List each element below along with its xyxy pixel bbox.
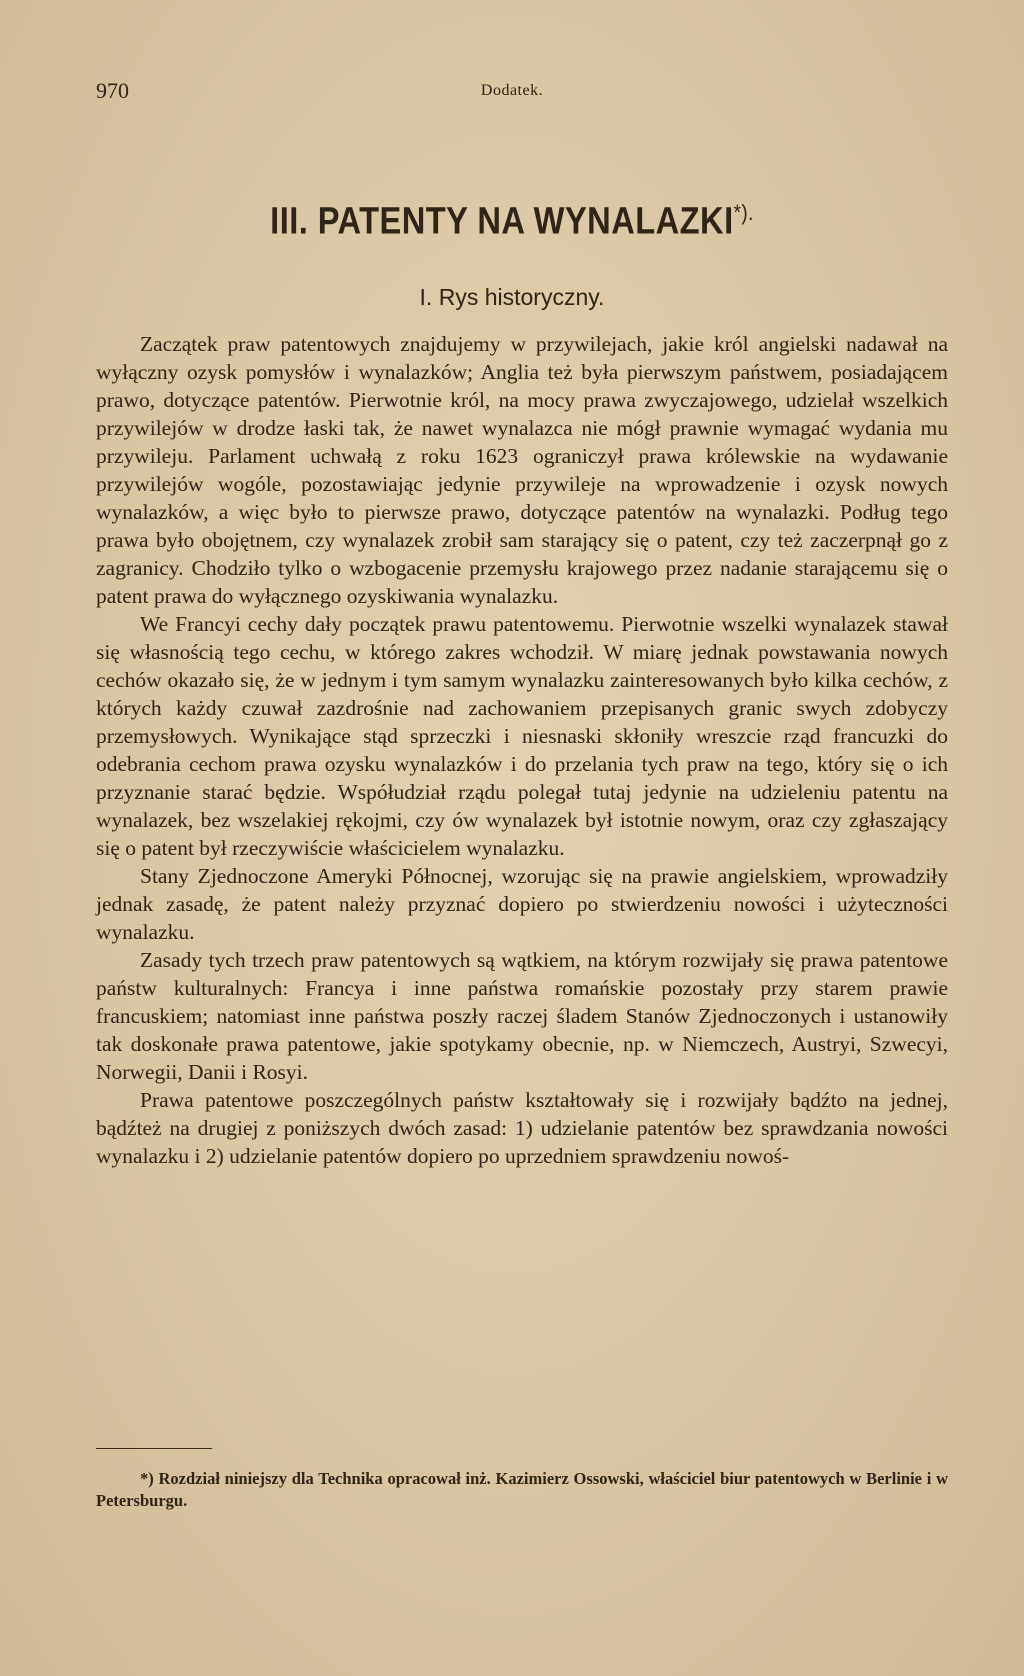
paragraph: Zaczątek praw patentowych znajdujemy w przywilejach, jakie król angielski nadawał na wyłączny ozysk pomysłów i wynalazków; Anglia też była pierwszym państwem, posiadającem prawo, dotyczące patentów. Pierwotnie król, na mocy prawa zwyczajowego, udzielał wszelkich przywilejów w drodze łaski tak, że nawet wynalazca nie mógł prawnie wymagać wydania mu przywileju. Parlament uchwałą z roku 1623 ograniczył prawa królewskie na wydawanie przywilejów wogóle, pozostawiając jedynie przywileje na wprowadzenie i ozysk nowych wynalazków, a więc było to pierwsze prawo, dotyczące patentów na wynalazki. Podług tego prawa było obojętnem, czy wynalazek zrobił sam starający się o patent, czy też zaczerpnął go z zagranicy. Chodziło tylko o wzbogacenie przemysłu krajowego przez nadanie starającemu się o patent prawa do wyłącznego ozyskiwania wynalazku. <box>96 332 948 608</box>
paragraph: We Francyi cechy dały początek prawu patentowemu. Pierwotnie wszelki wynalazek stawał się własnością tego cechu, w którego zakres wchodził. W miarę jednak powstawania nowych cechów okazało się, że w jednym i tym samym wynalazku zainteresowanych było kilka cechów, z których każdy czuwał zazdrośnie nad zachowaniem przepisanych granic swych zdobyczy przemysłowych. Wynikające stąd sprzeczki i niesnaski skłoniły wreszcie rząd francuzki do odebrania cechom prawa ozysku wynalazków i do przelania tych praw na tego, który się o ich przyznanie starać będzie. Współudział rządu polegał tutaj jedynie na udzieleniu patentu na wynalazek, bez wszelakiej rękojmi, czy ów wynalazek był istotnie nowym, oraz czy zgłaszający się o patent był rzeczywiście właścicielem wynalazku. <box>96 612 948 860</box>
footnote: *) Rozdział niniejszy dla Technika opracował inż. Kazimierz Ossowski, właściciel biur patentowych w Berlinie i w Petersburgu. <box>96 1469 948 1510</box>
section-title-text: III. PATENTY NA WYNALAZKI <box>270 200 734 243</box>
body-text <box>96 330 948 1170</box>
paragraph: Zasady tych trzech praw patentowych są wątkiem, na którym rozwijały się prawa patentowe państw kulturalnych: Francya i inne państwa romańskie pozostały przy starem prawie francuskiem; natomiast inne państwa poszły raczej śladem Stanów Zjednoczonych i ustanowiły tak doskonałe prawa patentowe, jakie spotykamy obecnie, np. w Niemczech, Austryi, Szwecyi, Norwegii, Danii i Rosyi. <box>96 948 948 1084</box>
section-title <box>72 200 953 244</box>
subsection-title: I. Rys historyczny. <box>419 284 605 310</box>
page-number: 970 <box>96 78 129 103</box>
page-header <box>96 78 928 110</box>
paragraph: Prawa patentowe poszczególnych państw kształtowały się i rozwijały bądźto na jednej, bądźteż na drugiej z poniższych dwóch zasad: 1) udzielanie patentów bez sprawdzania nowości wynalazku i 2) udzielanie patentów dopiero po uprzedniem sprawdzeniu nowoś- <box>96 1088 948 1168</box>
paragraph: Stany Zjednoczone Ameryki Północnej, wzorując się na prawie angielskiem, wprowadziły jednak zasadę, że patent należy przyznać dopiero po stwierdzeniu nowości i użyteczności wynalazku. <box>96 864 948 944</box>
running-head: Dodatek. <box>480 82 544 99</box>
section-footnote-marker: *). <box>733 200 754 225</box>
footnote-rule <box>96 1448 212 1449</box>
